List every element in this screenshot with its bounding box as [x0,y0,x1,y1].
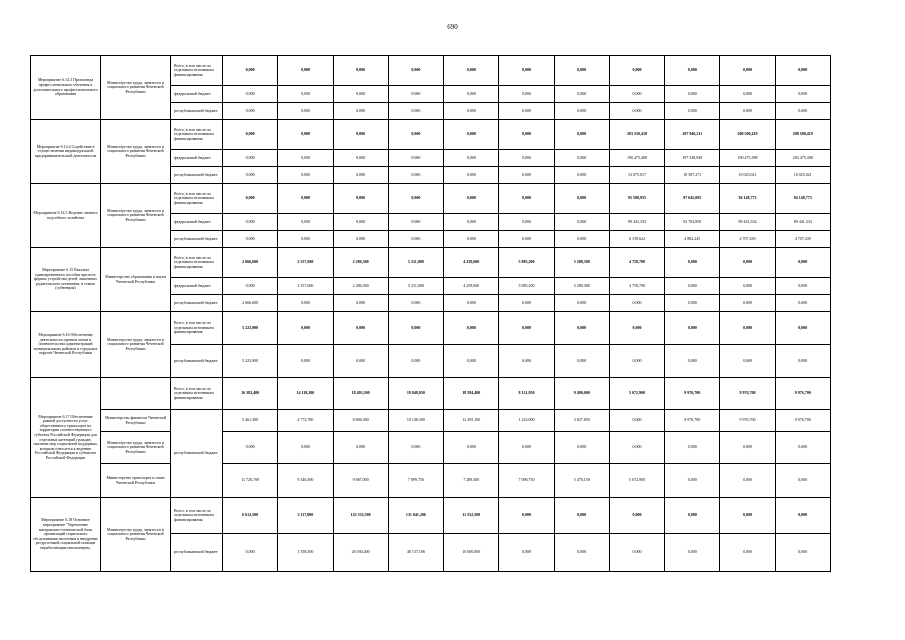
amount-cell: 3 827,850 [554,410,609,432]
table-row [31,410,831,432]
responsible-executor-cell: Министерство транспорта и связи Чеченской Республики [101,464,171,498]
amount-cell: 0,000 [223,86,278,103]
page-number: 690 [447,23,458,31]
amount-cell: 0,000 [388,167,443,184]
amount-cell: 0,000 [775,345,830,378]
amount-cell: 7 098,750 [499,464,554,498]
table-row [31,248,831,278]
amount-cell: 5 211,000 [388,278,443,295]
table-row [31,312,831,345]
amount-cell: 0,000 [278,184,333,214]
amount-cell: 2 557,600 [278,248,333,278]
amount-cell: 5 672,900 [609,378,664,410]
funding-source-cell: республиканский бюджет [171,345,223,378]
amount-cell: 0,000 [278,86,333,103]
amount-cell: 0,000 [665,278,720,295]
amount-cell: 48 137,106 [388,534,443,572]
amount-cell: 9 687,000 [333,464,388,498]
amount-cell: 0,000 [333,312,388,345]
amount-cell: 0,000 [775,464,830,498]
amount-cell: 9 976,700 [720,410,775,432]
funding-source-cell: Всего, в том числе по отдельным источникам финансирования [171,378,223,410]
amount-cell: 0,000 [223,103,278,120]
amount-cell: 0,000 [444,312,499,345]
amount-cell: 0,000 [444,86,499,103]
amount-cell: 5 672,900 [609,464,664,498]
amount-cell: 9 976,700 [665,378,720,410]
measure-name-cell: Мероприятие 6.14.3 Пропаганда профессионального обучения и дополнительного профессионального образования [31,56,101,120]
amount-cell: 0,000 [665,56,720,86]
amount-cell: 0,000 [609,312,664,345]
amount-cell: 0,000 [609,56,664,86]
responsible-executor-cell: Министерство труда, занятости и социального развития Чеченской Республики [101,498,171,572]
amount-cell: 0,000 [278,56,333,86]
amount-cell: 0,000 [388,295,443,312]
amount-cell: 5 211,000 [388,248,443,278]
amount-cell: 0,000 [333,167,388,184]
amount-cell: 0,000 [333,120,388,150]
amount-cell: 0,000 [665,534,720,572]
amount-cell: 203 550,418 [609,120,664,150]
amount-cell: 0,000 [388,103,443,120]
amount-cell: 0,000 [444,56,499,86]
amount-cell: 0,000 [444,345,499,378]
amount-cell: 8 121,950 [499,378,554,410]
amount-cell: 0,000 [388,312,443,345]
amount-cell: 0,000 [775,534,830,572]
amount-cell: 3 117,000 [278,498,333,534]
amount-cell: 94 148,773 [775,184,830,214]
amount-cell: 0,000 [720,498,775,534]
amount-cell: 0,000 [720,534,775,572]
amount-cell: 4 707,439 [775,231,830,248]
amount-cell: 2 666,600 [223,295,278,312]
amount-cell: 0,000 [223,214,278,231]
amount-cell: 0,000 [278,150,333,167]
amount-cell: 0,000 [333,56,388,86]
amount-cell: 0,000 [499,534,554,572]
amount-cell: 0,000 [223,56,278,86]
funding-source-cell: Всего, в том числе по отдельным источникам финансирования [171,498,223,534]
amount-cell: 0,000 [720,295,775,312]
amount-cell: 0,000 [333,432,388,464]
amount-cell: 4 882,245 [665,231,720,248]
amount-cell: 190 475,398 [720,150,775,167]
amount-cell: 0,000 [665,295,720,312]
table-row [31,184,831,214]
amount-cell: 0,000 [554,345,609,378]
funding-source-cell: федеральный бюджет [171,150,223,167]
amount-cell: 0,000 [444,214,499,231]
amount-cell: 94 148,773 [720,184,775,214]
amount-cell: 0,000 [388,184,443,214]
budget-table [30,55,831,572]
amount-cell: 0,000 [278,120,333,150]
responsible-executor-cell: Министерство труда, занятости и социального развития Чеченской Республики [101,184,171,248]
amount-cell: 0,000 [499,231,554,248]
amount-cell: 9 976,700 [775,378,830,410]
amount-cell: 0,000 [609,432,664,464]
amount-cell: 0,000 [444,150,499,167]
measure-name-cell: Мероприятие 6.14.4 Содействие в осуществлении индивидуальной предпринимательской деятельности [31,120,101,184]
responsible-executor-cell: Министерство труда, занятости и социального развития Чеченской Республики [101,120,171,184]
amount-cell: 0,000 [499,184,554,214]
amount-cell: 0,000 [444,120,499,150]
amount-cell: 0,000 [278,231,333,248]
responsible-executor-cell: Министерство финансов Чеченской Республики [101,410,171,432]
amount-cell: 0,000 [554,214,609,231]
funding-source-cell: федеральный бюджет [171,278,223,295]
measure-name-cell: Мероприятие 6.15 Выплата единовременного пособия при всех формах устройства детей, лишенных родительского попечения, в семью (субвенция) [31,248,101,312]
amount-cell: 4 259,600 [444,278,499,295]
amount-cell: 5 461,300 [223,410,278,432]
measure-name-cell: Мероприятие 6.18 Основное мероприятие "Укрепление материально-технической базы организаций социального обслуживания населения и внедрение ресурсоемкой социальной помощи неработающим пенсионерам, [31,498,101,572]
amount-cell: 0,000 [278,167,333,184]
amount-cell: 0,000 [388,150,443,167]
amount-cell: 0,000 [775,103,830,120]
amount-cell: 0,000 [665,464,720,498]
amount-cell: 0,000 [499,295,554,312]
amount-cell: 0,000 [278,214,333,231]
amount-cell: 0,000 [499,498,554,534]
table-row [31,432,831,464]
amount-cell: 0,000 [554,312,609,345]
funding-source-cell: Всего, в том числе по отдельным источникам финансирования [171,248,223,278]
amount-cell: 10 000,000 [444,534,499,572]
amount-cell: 0,000 [775,432,830,464]
amount-cell: 10 148,300 [388,410,443,432]
amount-cell: 4 259,600 [444,248,499,278]
amount-cell: 18 048,050 [388,378,443,410]
amount-cell: 89 441,334 [775,214,830,231]
amount-cell: 0,000 [554,103,609,120]
amount-cell: 9 976,700 [775,410,830,432]
funding-source-cell: республиканский бюджет [171,231,223,248]
amount-cell: 0,000 [554,120,609,150]
amount-cell: 0,000 [720,278,775,295]
amount-cell: 0,000 [775,86,830,103]
amount-cell: 0,000 [609,345,664,378]
amount-cell: 125 532,500 [333,498,388,534]
table-row [31,464,831,498]
amount-cell: 0,000 [499,86,554,103]
amount-cell: 5 085,200 [499,278,554,295]
amount-cell: 0,000 [333,231,388,248]
funding-source-cell: республиканский бюджет [171,167,223,184]
amount-cell: 2 286,300 [333,248,388,278]
amount-cell: 7 899,750 [388,464,443,498]
table-row [31,56,831,86]
amount-cell: 0,000 [720,345,775,378]
amount-cell: 0,000 [499,345,554,378]
amount-cell: 0,000 [609,498,664,534]
amount-cell: 2 286,300 [333,278,388,295]
amount-cell: 0,000 [444,103,499,120]
amount-cell: 0,000 [775,278,830,295]
measure-name-cell: Мероприятие 6.16 Обеспечение деятельности органов опеки и попечительства администраций муниципальных районов и городских округов Чеченской Республики [31,312,101,378]
amount-cell: 0,000 [554,86,609,103]
amount-cell: 0,000 [223,231,278,248]
amount-cell: 4 772,700 [278,410,333,432]
amount-cell: 1 223,000 [499,410,554,432]
funding-source-cell: республиканский бюджет [171,534,223,572]
amount-cell: 0,000 [720,86,775,103]
amount-cell: 0,000 [720,312,775,345]
amount-cell: 1 558,500 [278,534,333,572]
amount-cell: 0,000 [223,534,278,572]
amount-cell: 6 139,622 [609,231,664,248]
amount-cell: 0,000 [388,120,443,150]
responsible-executor-cell: Министерство труда, занятости и социального развития Чеченской Республики [101,56,171,120]
amount-cell: 0,000 [499,150,554,167]
amount-cell: 190 475,400 [609,150,664,167]
amount-cell: 95 580,955 [609,184,664,214]
amount-cell: 9 976,700 [665,410,720,432]
funding-source-cell: республиканский бюджет [171,295,223,312]
amount-cell: 0,000 [499,120,554,150]
amount-cell: 0,000 [775,248,830,278]
amount-cell: 5 085,200 [499,248,554,278]
amount-cell: 0,000 [554,56,609,86]
amount-cell: 131 041,206 [388,498,443,534]
amount-cell: 0,000 [223,150,278,167]
amount-cell: 0,000 [499,432,554,464]
amount-cell: 0,000 [278,103,333,120]
amount-cell: 5 280,300 [554,248,609,278]
amount-cell: 0,000 [554,150,609,167]
amount-cell: 0,000 [278,345,333,378]
amount-cell: 5 223,900 [223,345,278,378]
amount-cell: 0,000 [720,432,775,464]
amount-cell: 0,000 [775,56,830,86]
amount-cell: 12 295,100 [444,410,499,432]
funding-source-cell: республиканский бюджет [171,410,223,498]
amount-cell: 6 612,500 [223,498,278,534]
amount-cell: 13 075,017 [609,167,664,184]
amount-cell: 0,000 [223,278,278,295]
amount-cell: 0,000 [388,86,443,103]
amount-cell: 11 720,700 [223,464,278,498]
amount-cell: 10 397,271 [665,167,720,184]
amount-cell: 0,000 [223,184,278,214]
amount-cell: 0,000 [554,231,609,248]
amount-cell: 0,000 [775,498,830,534]
responsible-executor-cell: Министерство образования и науки Чеченской Республики [101,248,171,312]
amount-cell: 203 475,398 [775,150,830,167]
amount-cell: 0,000 [665,345,720,378]
amount-cell: 0,000 [223,120,278,150]
table-row [31,378,831,410]
amount-cell: 9 346,500 [278,464,333,498]
amount-cell: 7 289,300 [444,464,499,498]
amount-cell: 0,000 [223,167,278,184]
amount-cell: 0,000 [665,432,720,464]
amount-cell: 0,000 [223,432,278,464]
amount-cell: 0,000 [609,295,664,312]
amount-cell: 14 119,200 [278,378,333,410]
amount-cell: 0,000 [665,86,720,103]
amount-cell: 0,000 [665,248,720,278]
amount-cell: 0,000 [444,167,499,184]
amount-cell: 0,000 [665,103,720,120]
amount-cell: 0,000 [278,295,333,312]
amount-cell: 0,000 [609,534,664,572]
amount-cell: 0,000 [554,498,609,534]
amount-cell: 0,000 [388,231,443,248]
amount-cell: 16 382,400 [223,378,278,410]
amount-cell: 0,000 [278,312,333,345]
amount-cell: 0,000 [444,432,499,464]
amount-cell: 97 645,095 [665,184,720,214]
amount-cell: 0,000 [554,167,609,184]
funding-source-cell: республиканский бюджет [171,103,223,120]
amount-cell: 0,000 [665,312,720,345]
amount-cell: 0,000 [720,103,775,120]
amount-cell: 11 552,500 [444,498,499,534]
funding-source-cell: Всего, в том числе по отдельным источникам финансирования [171,56,223,86]
funding-source-cell: федеральный бюджет [171,86,223,103]
amount-cell: 0,000 [499,167,554,184]
amount-cell: 92 763,850 [665,214,720,231]
amount-cell: 5 223,900 [223,312,278,345]
amount-cell: 0,000 [388,432,443,464]
amount-cell: 0,000 [720,464,775,498]
funding-source-cell: Всего, в том числе по отдельным источникам финансирования [171,120,223,150]
amount-cell: 0,000 [720,248,775,278]
amount-cell: 208 500,419 [775,120,830,150]
amount-cell: 0,000 [444,184,499,214]
measure-name-cell: Мероприятие 6.17 Обеспечение равной доступности услуг общественного транспорта на территории соответствующего субъекта Российской Федерации для отдельных категорий граждан, оказание мер социальной поддержки, которым относится к ведению Российской Федерации и субъектов Российской Федерации [31,378,101,498]
amount-cell: 0,000 [388,56,443,86]
budget-table-body [31,56,831,572]
amount-cell: 0,000 [609,86,664,103]
amount-cell: 0,000 [499,312,554,345]
amount-cell: 0,000 [388,345,443,378]
funding-source-cell: Всего, в том числе по отдельным источникам финансирования [171,312,223,345]
amount-cell: 9 490,000 [554,378,609,410]
amount-cell: 0,000 [775,295,830,312]
responsible-executor-cell [101,378,171,410]
amount-cell: 0,000 [333,295,388,312]
amount-cell: 0,000 [554,295,609,312]
amount-cell: 0,000 [609,103,664,120]
amount-cell: 0,000 [609,410,664,432]
amount-cell: 5 470,150 [554,464,609,498]
amount-cell: 5 280,300 [554,278,609,295]
amount-cell: 0,000 [554,184,609,214]
amount-cell: 0,000 [388,214,443,231]
table-row [31,120,831,150]
responsible-executor-cell: Министерство труда, занятости и социального развития Чеченской Республики [101,312,171,378]
amount-cell: 0,000 [665,498,720,534]
amount-cell: 2 666,600 [223,248,278,278]
amount-cell: 0,000 [775,312,830,345]
funding-source-cell: Всего, в том числе по отдельным источникам финансирования [171,184,223,214]
amount-cell: 18 584,400 [444,378,499,410]
amount-cell: 207 946,211 [665,120,720,150]
amount-cell: 0,000 [333,103,388,120]
responsible-executor-cell: Министерство труда, занятости и социального развития Чеченской Республики [101,432,171,464]
amount-cell: 0,000 [333,150,388,167]
measure-name-cell: Мероприятие 6.14.5 Ведение личного подсобного хозяйства [31,184,101,248]
amount-cell: 0,000 [554,432,609,464]
amount-cell: 9 976,700 [720,378,775,410]
amount-cell: 0,000 [333,214,388,231]
amount-cell: 0,000 [278,432,333,464]
amount-cell: 0,000 [720,56,775,86]
amount-cell: 10 025,021 [775,167,830,184]
amount-cell: 10 025,021 [720,167,775,184]
amount-cell: 200 500,419 [720,120,775,150]
amount-cell: 8 806,300 [333,410,388,432]
amount-cell: 18 493,300 [333,378,388,410]
amount-cell: 0,000 [444,231,499,248]
funding-source-cell: федеральный бюджет [171,214,223,231]
amount-cell: 0,000 [333,86,388,103]
amount-cell: 2 557,600 [278,278,333,295]
amount-cell: 89 441,334 [720,214,775,231]
amount-cell: 0,000 [499,56,554,86]
amount-cell: 0,000 [444,295,499,312]
amount-cell: 4 758,700 [609,278,664,295]
amount-cell: 4 758,700 [609,248,664,278]
amount-cell: 89 441,333 [609,214,664,231]
amount-cell: 0,000 [554,534,609,572]
amount-cell: 26 030,400 [333,534,388,572]
amount-cell: 0,000 [333,345,388,378]
amount-cell: 0,000 [499,103,554,120]
amount-cell: 0,000 [499,214,554,231]
amount-cell: 197 548,940 [665,150,720,167]
amount-cell: 0,000 [333,184,388,214]
amount-cell: 4 707,439 [720,231,775,248]
table-row [31,498,831,534]
